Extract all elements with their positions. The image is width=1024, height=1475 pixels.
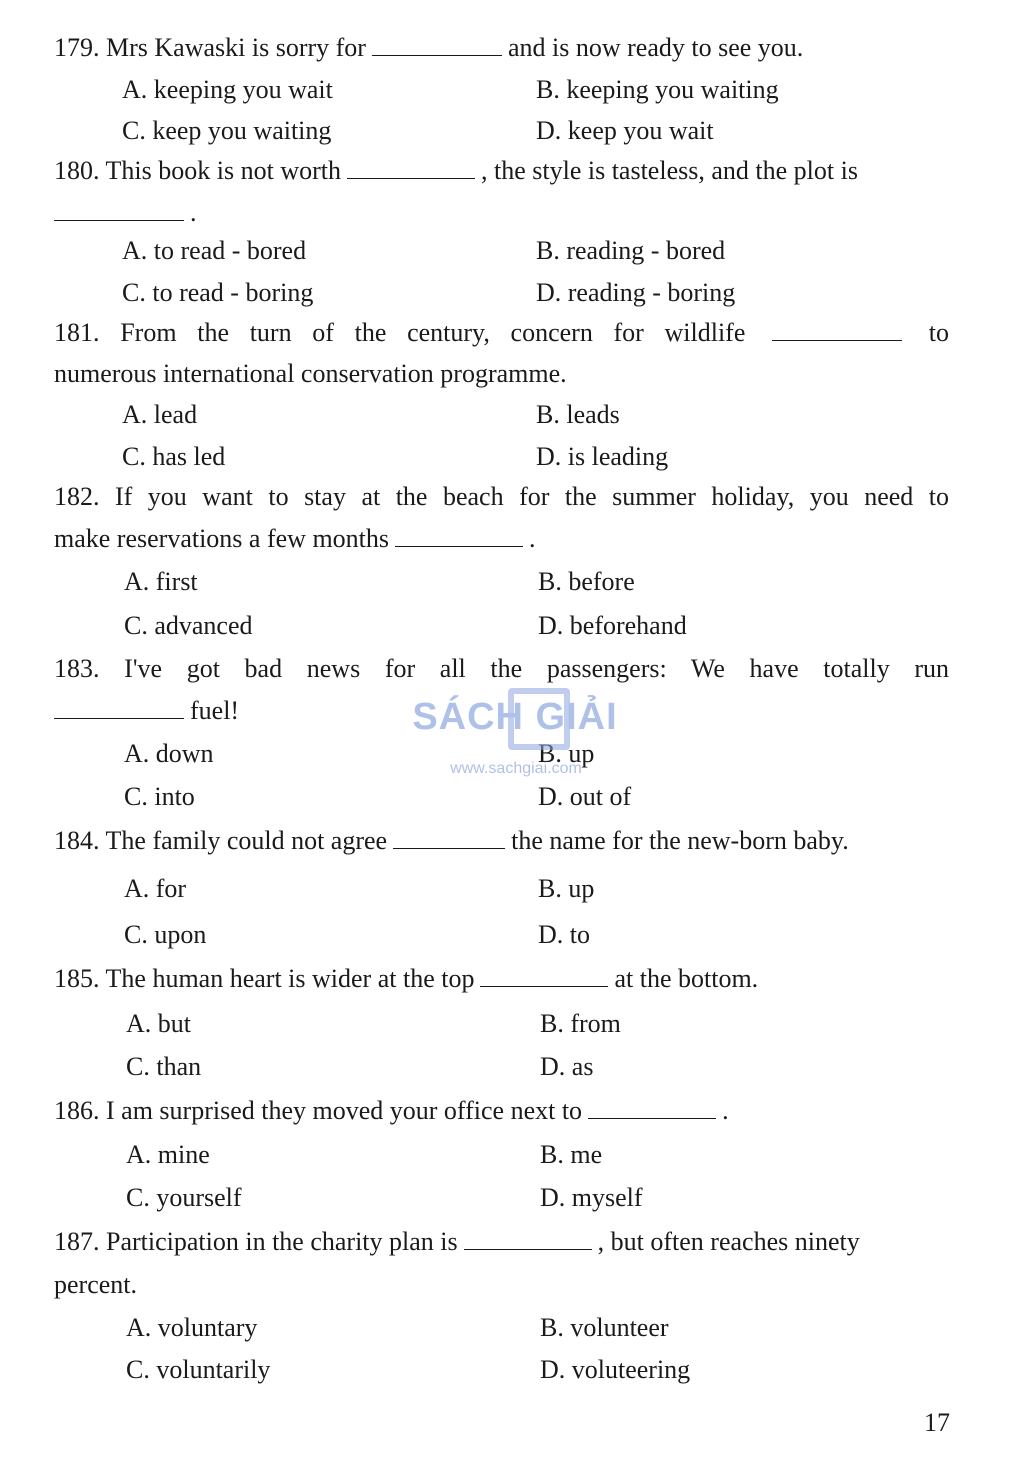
question-end: . — [529, 524, 536, 553]
option-d: D. to — [538, 920, 590, 949]
option-b: B. up — [538, 874, 595, 903]
question-183 — [54, 648, 949, 689]
option-b: B. from — [540, 1009, 621, 1038]
question-179 — [54, 27, 949, 68]
question-text: and is now ready to see you. — [507, 33, 804, 62]
answer-blank — [464, 1227, 592, 1250]
question-text: make reservations a few months — [54, 524, 390, 553]
option-b: B. before — [538, 567, 635, 596]
question-181 — [54, 312, 949, 353]
option-a: A. but — [126, 1009, 191, 1038]
question-number: 182. — [54, 482, 100, 511]
question-text: The family could not agree — [105, 826, 388, 855]
option-d: D. is leading — [536, 442, 669, 471]
option-a: A. down — [124, 739, 214, 768]
question-number: 186. — [54, 1096, 100, 1125]
option-a: A. voluntary — [126, 1313, 258, 1342]
question-number: 180. — [54, 156, 100, 185]
question-185 — [54, 958, 949, 999]
option-d: D. out of — [538, 782, 632, 811]
question-180-line2 — [54, 192, 949, 233]
question-180 — [54, 150, 949, 191]
option-b: B. reading - bored — [536, 236, 726, 265]
question-181-line2: numerous international conservation programme. — [54, 359, 567, 388]
option-d: D. as — [540, 1052, 594, 1081]
option-c: C. than — [126, 1052, 202, 1081]
option-b: B. leads — [536, 400, 620, 429]
option-c: C. advanced — [124, 611, 253, 640]
question-text: fuel! — [190, 696, 240, 725]
question-number: 183. — [54, 654, 100, 683]
option-d: D. myself — [540, 1183, 643, 1212]
answer-blank — [54, 696, 184, 719]
option-c: C. has led — [122, 442, 226, 471]
option-c: C. upon — [124, 920, 207, 949]
option-d: D. beforehand — [538, 611, 687, 640]
question-187 — [54, 1221, 949, 1262]
option-a: A. keeping you wait — [122, 75, 333, 104]
option-b: B. me — [540, 1140, 603, 1169]
option-a: A. mine — [126, 1140, 210, 1169]
answer-blank — [395, 524, 523, 547]
watermark-logo — [410, 688, 620, 788]
option-c: C. keep you waiting — [122, 116, 332, 145]
question-text: The human heart is wider at the top — [105, 964, 475, 993]
question-number: 179. — [54, 33, 100, 62]
question-text: I am surprised they moved your office next to — [106, 1096, 583, 1125]
question-186 — [54, 1090, 949, 1131]
option-b: B. keeping you waiting — [536, 75, 779, 104]
question-text: at the bottom. — [614, 964, 759, 993]
question-end: . — [190, 198, 197, 227]
question-187-line2: percent. — [54, 1270, 138, 1299]
answer-blank — [393, 826, 505, 849]
question-number: 185. — [54, 964, 100, 993]
option-a: A. to read - bored — [122, 236, 307, 265]
question-182-line2 — [54, 518, 949, 559]
watermark-url: www.sachgiai.com — [450, 760, 582, 777]
question-text: , the style is tasteless, and the plot is — [480, 156, 858, 185]
option-d: D. voluteering — [540, 1355, 691, 1384]
option-c: C. to read - boring — [122, 278, 314, 307]
question-number: 187. — [54, 1227, 100, 1256]
option-c: C. into — [124, 782, 195, 811]
page-number: 17 — [924, 1408, 950, 1437]
option-a: A. for — [124, 874, 187, 903]
answer-blank — [588, 1096, 716, 1119]
option-b: B. volunteer — [540, 1313, 669, 1342]
answer-blank — [480, 964, 608, 987]
question-text: the name for the new-born baby. — [511, 826, 849, 855]
option-b: B. up — [538, 739, 595, 768]
option-c: C. yourself — [126, 1183, 242, 1212]
option-d: D. keep you wait — [536, 116, 714, 145]
question-text: , but often reaches ninety — [597, 1227, 860, 1256]
option-a: A. first — [124, 567, 198, 596]
answer-blank — [347, 156, 475, 179]
question-182 — [54, 476, 949, 517]
answer-blank — [372, 33, 502, 56]
question-text: Participation in the charity plan is — [106, 1227, 458, 1256]
option-c: C. voluntarily — [126, 1355, 271, 1384]
question-184 — [54, 820, 949, 861]
question-text: This book is not worth — [105, 156, 341, 185]
option-d: D. reading - boring — [536, 278, 736, 307]
question-text: I've got bad news for all the passengers: We have totally run — [124, 654, 949, 683]
option-a: A. lead — [122, 400, 198, 429]
question-text: Mrs Kawaski is sorry for — [106, 33, 366, 62]
watermark-brand: SÁCH GIẢI — [412, 696, 618, 738]
question-number: 181. — [54, 318, 100, 347]
question-text: to — [928, 318, 950, 347]
question-text: From the turn of the century, concern for wildlife — [120, 318, 746, 347]
question-text: If you want to stay at the beach for the summer holiday, you need to — [115, 482, 949, 511]
question-end: . — [722, 1096, 729, 1125]
answer-blank — [772, 318, 902, 341]
question-number: 184. — [54, 826, 100, 855]
answer-blank — [54, 198, 184, 221]
